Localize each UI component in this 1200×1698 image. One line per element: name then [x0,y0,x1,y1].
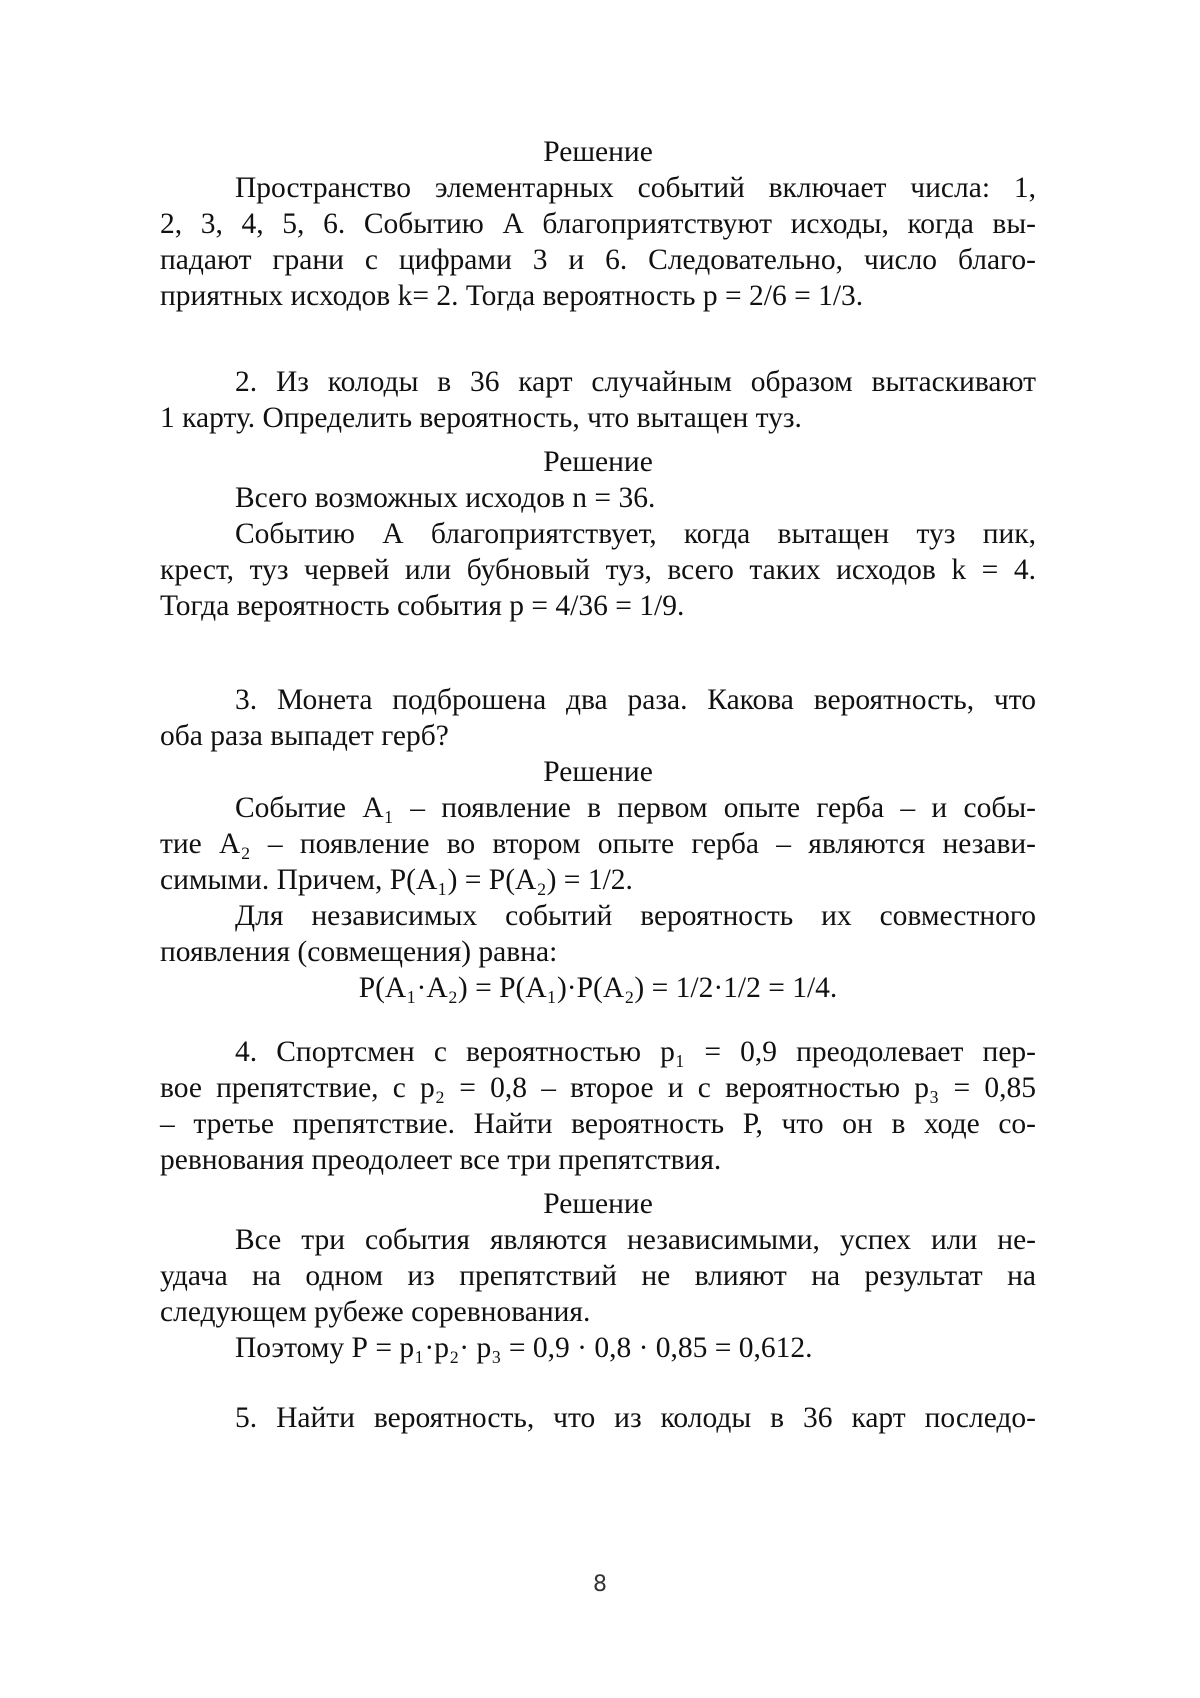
text-line: тие А₂ – появление во втором опыте герба – являются незави- [160,828,1036,860]
text-line: приятных исходов k= 2. Тогда вероятность р = 2/6 = 1/3. [160,280,864,312]
text-line: следующем рубеже соревнования. [160,1296,591,1328]
text-line: крест, туз червей или бубновый туз, всего таких исходов k = 4. [160,554,1036,586]
text-line: появления (совмещения) равна: [160,936,558,968]
text-line: падают грани с цифрами 3 и 6. Следовательно, число благо- [160,244,1036,276]
text-line: Всего возможных исходов n = 36. [235,482,656,514]
problem-text-line: 3. Монета подброшена два раза. Какова вероятность, что [235,684,1036,716]
problem-text-line: 2. Из колоды в 36 карт случайным образом вытаскивают [235,366,1036,398]
text-line: Для независимых событий вероятность их совместного [235,900,1036,932]
text-line: 2, 3, 4, 5, 6. Событию А благоприятствуют исходы, когда вы- [160,208,1036,240]
text-line: Тогда вероятность события р = 4/36 = 1/9. [160,590,685,622]
problem-text-line: ревнования преодолеет все три препятствия. [160,1144,722,1176]
problem-text-line: 5. Найти вероятность, что из колоды в 36 карт последо- [235,1402,1036,1434]
text-line: удача на одном из препятствий не влияют на результат на [160,1260,1036,1292]
problem-text-line: – третье препятствие. Найти вероятность Р, что он в ходе со- [160,1108,1036,1140]
solution-heading: Решение [543,446,653,478]
formula-line: Р(А₁·А₂) = Р(А₁)·Р(А₂) = 1/2·1/2 = 1/4. [358,972,838,1004]
solution-heading: Решение [543,136,653,168]
text-line: Пространство элементарных событий включает числа: 1, [235,172,1036,204]
problem-text-line: 1 карту. Определить вероятность, что вытащен туз. [160,402,802,434]
page-number: 8 [593,1572,607,1597]
formula-line: Поэтому Р = р₁·р₂· р₃ = 0,9 · 0,8 · 0,85 = 0,612. [235,1332,813,1364]
solution-heading: Решение [543,1188,653,1220]
problem-text-line: 4. Спортсмен с вероятностью р₁ = 0,9 преодолевает пер- [235,1036,1036,1068]
text-line: симыми. Причем, Р(А₁) = Р(А₂) = 1/2. [160,864,633,896]
text-line: Все три события являются независимыми, успех или не- [235,1224,1036,1256]
solution-heading: Решение [543,756,653,788]
text-line: Событие А₁ – появление в первом опыте герба – и собы- [235,792,1036,824]
problem-text-line: оба раза выпадет герб? [160,720,449,752]
problem-text-line: вое препятствие, с р₂ = 0,8 – второе и с вероятностью р₃ = 0,85 [160,1072,1036,1104]
text-line: Событию А благоприятствует, когда вытащен туз пик, [235,518,1036,550]
